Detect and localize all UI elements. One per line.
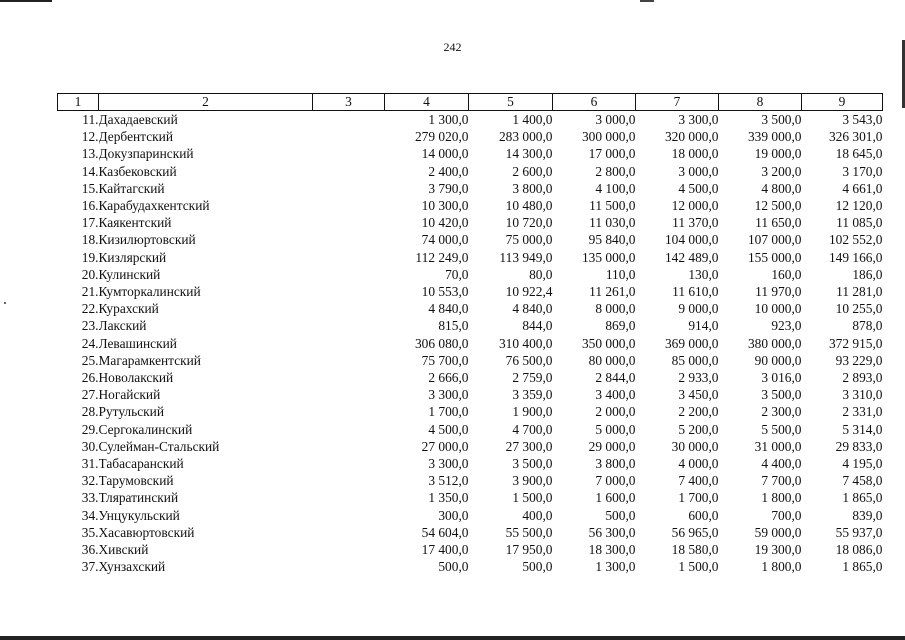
scan-edge-mark [0, 636, 905, 640]
value-cell: 2 000,0 [595, 404, 636, 420]
district-name: Каякентский [98, 215, 172, 231]
district-name: Кизлярский [98, 249, 167, 265]
column-header: 1 [58, 94, 99, 111]
value-cell: 1 500,0 [512, 490, 553, 506]
value-cell: 3 000,0 [595, 112, 636, 127]
value-cell: 9 000,0 [678, 301, 719, 317]
value-cell: 55 500,0 [505, 524, 553, 540]
table-row [58, 352, 883, 369]
value-cell: 3 800,0 [512, 180, 553, 196]
value-cell: 54 604,0 [421, 524, 469, 540]
value-cell: 400,0 [522, 507, 553, 523]
empty-cell [313, 455, 385, 472]
table-row [58, 266, 883, 283]
scan-edge-mark [0, 0, 52, 2]
district-name: Кулинский [98, 266, 161, 282]
table-row [58, 214, 883, 231]
district-name: Дахадаевский [98, 112, 178, 127]
value-cell: 4 195,0 [842, 456, 883, 472]
value-cell: 17 400,0 [421, 542, 469, 558]
value-cell: 155 000,0 [747, 249, 802, 265]
row-number: 15. [81, 180, 99, 196]
value-cell: 75 700,0 [421, 352, 469, 368]
row-number: 19. [81, 249, 99, 265]
district-name: Лакский [98, 318, 147, 334]
empty-cell [313, 197, 385, 214]
scan-edge-mark [640, 0, 654, 2]
column-header: 7 [636, 94, 719, 111]
value-cell: 372 915,0 [828, 335, 883, 351]
value-cell: 2 759,0 [512, 370, 553, 386]
empty-cell [313, 163, 385, 180]
value-cell: 3 500,0 [512, 456, 553, 472]
empty-cell [313, 541, 385, 558]
table-row [58, 369, 883, 386]
value-cell: 1 700,0 [678, 490, 719, 506]
empty-cell [313, 489, 385, 506]
value-cell: 90 000,0 [754, 352, 802, 368]
district-name: Тляратинский [98, 490, 179, 506]
value-cell: 839,0 [852, 507, 883, 523]
value-cell: 4 400,0 [761, 456, 802, 472]
value-cell: 700,0 [771, 507, 802, 523]
value-cell: 3 359,0 [512, 387, 553, 403]
value-cell: 11 281,0 [836, 284, 883, 300]
empty-cell [313, 369, 385, 386]
empty-cell [313, 300, 385, 317]
value-cell: 2 600,0 [512, 163, 553, 179]
row-number: 14. [81, 163, 99, 179]
district-name: Курахский [98, 301, 159, 317]
value-cell: 1 600,0 [595, 490, 636, 506]
empty-cell [313, 214, 385, 231]
value-cell: 339 000,0 [747, 129, 802, 145]
value-cell: 3 310,0 [842, 387, 883, 403]
value-cell: 186,0 [852, 266, 883, 282]
table-row [58, 317, 883, 334]
value-cell: 2 200,0 [678, 404, 719, 420]
value-cell: 56 300,0 [588, 524, 636, 540]
row-number: 13. [81, 146, 99, 162]
row-number: 31. [81, 456, 99, 472]
row-number: 29. [81, 421, 99, 437]
value-cell: 5 314,0 [842, 421, 883, 437]
value-cell: 10 300,0 [421, 198, 469, 214]
value-cell: 3 500,0 [761, 387, 802, 403]
column-header: 3 [313, 94, 385, 111]
value-cell: 18 580,0 [671, 542, 719, 558]
row-number: 12. [81, 129, 99, 145]
value-cell: 3 512,0 [428, 473, 469, 489]
value-cell: 7 700,0 [761, 473, 802, 489]
district-name: Хасавюртовский [98, 524, 195, 540]
value-cell: 30 000,0 [671, 438, 719, 454]
empty-cell [313, 249, 385, 266]
value-cell: 3 170,0 [842, 163, 883, 179]
value-cell: 31 000,0 [754, 438, 802, 454]
table-row [58, 197, 883, 214]
value-cell: 2 800,0 [595, 163, 636, 179]
row-number: 35. [81, 524, 99, 540]
value-cell: 142 489,0 [664, 249, 719, 265]
district-name: Табасаранский [98, 456, 184, 472]
empty-cell [313, 180, 385, 197]
page-number: 242 [443, 40, 462, 54]
column-header: 4 [385, 94, 469, 111]
empty-cell [313, 231, 385, 248]
empty-cell [313, 283, 385, 300]
district-name: Дербентский [98, 129, 173, 145]
value-cell: 8 000,0 [595, 301, 636, 317]
row-number: 27. [81, 387, 99, 403]
empty-cell [313, 317, 385, 334]
row-number: 24. [81, 335, 99, 351]
value-cell: 310 400,0 [498, 335, 553, 351]
table-body [58, 111, 883, 576]
empty-cell [313, 266, 385, 283]
value-cell: 55 937,0 [835, 524, 883, 540]
table-row [58, 386, 883, 403]
value-cell: 2 666,0 [428, 370, 469, 386]
value-cell: 923,0 [771, 318, 802, 334]
value-cell: 380 000,0 [747, 335, 802, 351]
row-number: 16. [81, 198, 99, 214]
row-number: 21. [81, 284, 99, 300]
table-row [58, 421, 883, 438]
value-cell: 5 000,0 [595, 421, 636, 437]
table-row [58, 335, 883, 352]
value-cell: 844,0 [522, 318, 553, 334]
column-header: 5 [469, 94, 553, 111]
value-cell: 5 500,0 [761, 421, 802, 437]
value-cell: 3 300,0 [428, 456, 469, 472]
value-cell: 1 500,0 [678, 559, 719, 575]
district-name: Казбековский [98, 163, 177, 179]
value-cell: 135 000,0 [581, 249, 636, 265]
value-cell: 107 000,0 [747, 232, 802, 248]
district-name: Тарумовский [98, 473, 174, 489]
value-cell: 11 500,0 [589, 198, 636, 214]
row-number: 30. [81, 438, 99, 454]
value-cell: 3 800,0 [595, 456, 636, 472]
value-cell: 1 300,0 [428, 112, 469, 127]
value-cell: 3 500,0 [761, 112, 802, 127]
table-row [58, 507, 883, 524]
row-number: 22. [81, 301, 99, 317]
value-cell: 350 000,0 [581, 335, 636, 351]
district-name: Сергокалинский [98, 421, 193, 437]
value-cell: 300,0 [438, 507, 469, 523]
value-cell: 14 000,0 [421, 146, 469, 162]
value-cell: 29 833,0 [835, 438, 883, 454]
table-row [58, 111, 883, 129]
row-number: 34. [81, 507, 99, 523]
district-name: Кайтагский [98, 180, 165, 196]
row-number: 28. [81, 404, 99, 420]
value-cell: 93 229,0 [835, 352, 883, 368]
value-cell: 306 080,0 [414, 335, 469, 351]
value-cell: 2 331,0 [842, 404, 883, 420]
district-name: Левашинский [98, 335, 177, 351]
value-cell: 12 120,0 [835, 198, 883, 214]
table-row [58, 128, 883, 145]
table-row [58, 231, 883, 248]
district-name: Унцукульский [98, 507, 180, 523]
row-number: 25. [81, 352, 99, 368]
empty-cell [313, 128, 385, 145]
value-cell: 56 965,0 [671, 524, 719, 540]
value-cell: 2 933,0 [678, 370, 719, 386]
value-cell: 12 000,0 [671, 198, 719, 214]
table-row [58, 300, 883, 317]
table-row [58, 249, 883, 266]
value-cell: 130,0 [688, 266, 719, 282]
district-name: Докузпаринский [98, 146, 194, 162]
row-number: 17. [81, 215, 99, 231]
value-cell: 12 500,0 [754, 198, 802, 214]
empty-cell [313, 335, 385, 352]
value-cell: 1 700,0 [428, 404, 469, 420]
value-cell: 10 255,0 [835, 301, 883, 317]
value-cell: 17 000,0 [588, 146, 636, 162]
value-cell: 4 840,0 [512, 301, 553, 317]
value-cell: 2 400,0 [428, 163, 469, 179]
value-cell: 160,0 [771, 266, 802, 282]
value-cell: 5 200,0 [678, 421, 719, 437]
value-cell: 113 949,0 [499, 249, 553, 265]
value-cell: 869,0 [605, 318, 636, 334]
value-cell: 283 000,0 [498, 129, 553, 145]
value-cell: 59 000,0 [754, 524, 802, 540]
district-name: Сулейман-Стальский [98, 438, 220, 454]
value-cell: 4 500,0 [428, 421, 469, 437]
value-cell: 1 300,0 [595, 559, 636, 575]
district-name: Хунзахский [98, 559, 166, 575]
value-cell: 18 000,0 [671, 146, 719, 162]
empty-cell [313, 421, 385, 438]
empty-cell [313, 111, 385, 129]
value-cell: 4 500,0 [678, 180, 719, 196]
value-cell: 4 840,0 [428, 301, 469, 317]
district-name: Ногайский [98, 387, 161, 403]
value-cell: 3 450,0 [678, 387, 719, 403]
value-cell: 500,0 [522, 559, 553, 575]
table-header [58, 94, 883, 111]
value-cell: 4 100,0 [595, 180, 636, 196]
district-name: Новолакский [98, 370, 174, 386]
value-cell: 11 970,0 [755, 284, 802, 300]
value-cell: 104 000,0 [664, 232, 719, 248]
value-cell: 80,0 [529, 266, 553, 282]
value-cell: 500,0 [438, 559, 469, 575]
value-cell: 19 000,0 [754, 146, 802, 162]
column-header: 9 [802, 94, 883, 111]
table-row [58, 489, 883, 506]
row-number: 11. [82, 112, 99, 127]
value-cell: 95 840,0 [588, 232, 636, 248]
value-cell: 3 300,0 [678, 112, 719, 127]
empty-cell [313, 472, 385, 489]
value-cell: 18 300,0 [588, 542, 636, 558]
value-cell: 3 900,0 [512, 473, 553, 489]
empty-cell [313, 403, 385, 420]
table-row [58, 283, 883, 300]
empty-cell [313, 524, 385, 541]
value-cell: 600,0 [688, 507, 719, 523]
value-cell: 10 480,0 [505, 198, 553, 214]
value-cell: 279 020,0 [414, 129, 469, 145]
value-cell: 27 300,0 [505, 438, 553, 454]
column-number-row [58, 94, 883, 111]
row-number: 18. [81, 232, 99, 248]
district-table [57, 93, 883, 575]
value-cell: 70,0 [445, 266, 469, 282]
value-cell: 11 085,0 [836, 215, 883, 231]
table-row [58, 145, 883, 162]
value-cell: 3 790,0 [428, 180, 469, 196]
value-cell: 18 086,0 [835, 542, 883, 558]
value-cell: 4 661,0 [842, 180, 883, 196]
value-cell: 149 166,0 [828, 249, 883, 265]
value-cell: 10 720,0 [505, 215, 553, 231]
value-cell: 110,0 [605, 266, 636, 282]
value-cell: 3 000,0 [678, 163, 719, 179]
table-row [58, 163, 883, 180]
value-cell: 1 400,0 [512, 112, 553, 127]
value-cell: 2 893,0 [842, 370, 883, 386]
column-header: 8 [719, 94, 802, 111]
empty-cell [313, 558, 385, 575]
value-cell: 80 000,0 [588, 352, 636, 368]
table-row [58, 180, 883, 197]
value-cell: 29 000,0 [588, 438, 636, 454]
value-cell: 75 000,0 [505, 232, 553, 248]
row-number: 23. [81, 318, 99, 334]
value-cell: 17 950,0 [505, 542, 553, 558]
value-cell: 102 552,0 [828, 232, 883, 248]
value-cell: 7 458,0 [842, 473, 883, 489]
value-cell: 11 610,0 [672, 284, 719, 300]
row-number: 37. [81, 559, 99, 575]
value-cell: 300 000,0 [581, 129, 636, 145]
value-cell: 1 865,0 [842, 559, 883, 575]
value-cell: 2 844,0 [595, 370, 636, 386]
value-cell: 815,0 [438, 318, 469, 334]
value-cell: 1 800,0 [761, 490, 802, 506]
value-cell: 4 800,0 [761, 180, 802, 196]
value-cell: 3 543,0 [842, 112, 883, 127]
value-cell: 1 350,0 [428, 490, 469, 506]
column-header: 6 [553, 94, 636, 111]
value-cell: 3 400,0 [595, 387, 636, 403]
empty-cell [313, 386, 385, 403]
row-number: 26. [81, 370, 99, 386]
empty-cell [313, 145, 385, 162]
value-cell: 1 900,0 [512, 404, 553, 420]
value-cell: 10 000,0 [754, 301, 802, 317]
value-cell: 1 865,0 [842, 490, 883, 506]
value-cell: 7 400,0 [678, 473, 719, 489]
value-cell: 500,0 [605, 507, 636, 523]
district-name: Карабудахкентский [98, 198, 210, 214]
district-name: Кизилюртовский [98, 232, 196, 248]
district-name: Кумторкалинский [98, 284, 201, 300]
scan-dust-mark [4, 302, 6, 304]
value-cell: 3 300,0 [428, 387, 469, 403]
value-cell: 10 922,4 [505, 284, 553, 300]
value-cell: 4 700,0 [512, 421, 553, 437]
value-cell: 1 800,0 [761, 559, 802, 575]
value-cell: 11 030,0 [589, 215, 636, 231]
table-row [58, 524, 883, 541]
table-row [58, 455, 883, 472]
value-cell: 85 000,0 [671, 352, 719, 368]
row-number: 36. [81, 542, 99, 558]
district-name: Рутульский [98, 404, 164, 420]
row-number: 20. [81, 266, 99, 282]
value-cell: 18 645,0 [835, 146, 883, 162]
value-cell: 326 301,0 [828, 129, 883, 145]
district-name: Магарамкентский [98, 352, 201, 368]
value-cell: 878,0 [852, 318, 883, 334]
value-cell: 10 553,0 [421, 284, 469, 300]
empty-cell [313, 352, 385, 369]
value-cell: 76 500,0 [505, 352, 553, 368]
table-row [58, 438, 883, 455]
value-cell: 11 370,0 [672, 215, 719, 231]
table-row [58, 541, 883, 558]
table-row [58, 472, 883, 489]
value-cell: 112 249,0 [415, 249, 469, 265]
row-number: 32. [81, 473, 99, 489]
value-cell: 914,0 [688, 318, 719, 334]
value-cell: 7 000,0 [595, 473, 636, 489]
empty-cell [313, 507, 385, 524]
value-cell: 14 300,0 [505, 146, 553, 162]
value-cell: 320 000,0 [664, 129, 719, 145]
value-cell: 2 300,0 [761, 404, 802, 420]
row-number: 33. [81, 490, 99, 506]
table-row [58, 558, 883, 575]
value-cell: 3 200,0 [761, 163, 802, 179]
value-cell: 3 016,0 [761, 370, 802, 386]
value-cell: 27 000,0 [421, 438, 469, 454]
value-cell: 11 261,0 [589, 284, 636, 300]
value-cell: 74 000,0 [421, 232, 469, 248]
empty-cell [313, 438, 385, 455]
table-row [58, 403, 883, 420]
value-cell: 369 000,0 [664, 335, 719, 351]
value-cell: 11 650,0 [755, 215, 802, 231]
value-cell: 4 000,0 [678, 456, 719, 472]
value-cell: 10 420,0 [421, 215, 469, 231]
value-cell: 19 300,0 [754, 542, 802, 558]
district-name: Хивский [98, 542, 149, 558]
column-header: 2 [99, 94, 313, 111]
